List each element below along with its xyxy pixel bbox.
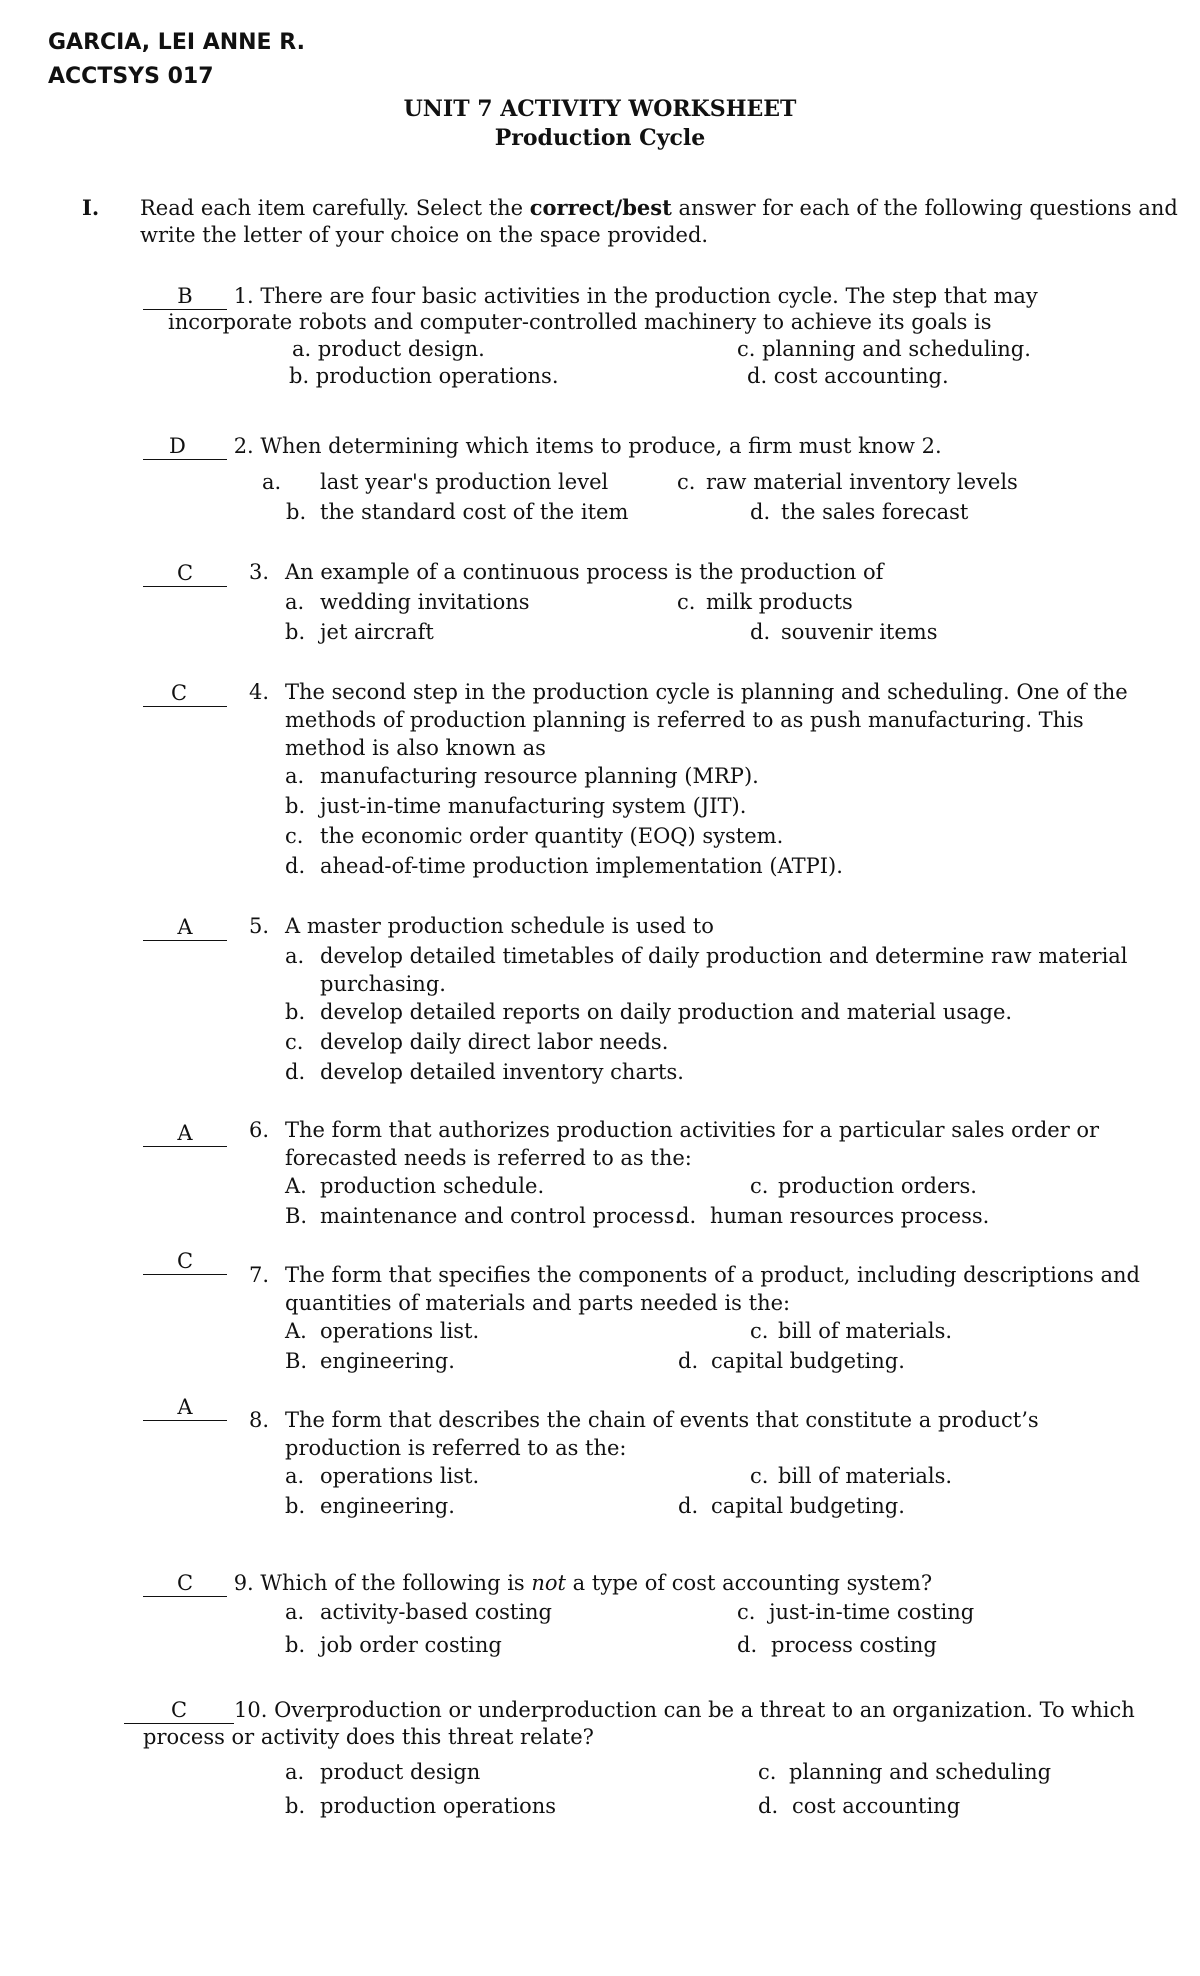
q7-choice-c: bill of materials. (778, 1319, 953, 1343)
q2-choice-a-label: a. (262, 470, 282, 494)
q6-choice-a: production schedule. (320, 1174, 545, 1198)
question-4-number: 4. (249, 680, 270, 704)
q4-choice-c-label: c. (285, 824, 304, 848)
q1-choice-d: d. cost accounting. (747, 364, 949, 388)
question-6 (143, 1120, 227, 1147)
q8-choice-c: bill of materials. (778, 1464, 953, 1488)
question-6-line-2: forecasted needs is referred to as the: (285, 1146, 692, 1170)
question-6-line-1: The form that authorizes production activities for a particular sales order or (285, 1118, 1100, 1142)
question-1: B 1. There are four basic activities in the production cycle. The step that may (143, 283, 1038, 310)
question-7-line-2: quantities of materials and parts needed is the: (285, 1291, 791, 1315)
q5-choice-b-label: b. (285, 1000, 306, 1024)
q2-choice-d: the sales forecast (781, 500, 969, 524)
q3-choice-d-label: d. (750, 620, 771, 644)
q10-choice-b: production operations (320, 1794, 557, 1818)
q6-choice-c-label: c. (750, 1174, 769, 1198)
q9-choice-c: just-in-time costing (769, 1600, 975, 1624)
q10-choice-d: cost accounting (792, 1794, 961, 1818)
q7-choice-d: capital budgeting. (711, 1349, 905, 1373)
question-8 (143, 1394, 227, 1421)
q6-choice-d-label: d. (676, 1204, 697, 1228)
q1-choice-b: b. production operations. (289, 364, 559, 388)
answer-blank[interactable]: C (143, 680, 227, 707)
q7-choice-b-label: B. (285, 1349, 308, 1373)
q6-choice-d: human resources process. (710, 1204, 990, 1228)
question-7-number: 7. (249, 1263, 270, 1287)
question-7-line-1: The form that specifies the components of a product, including descriptions and (285, 1263, 1140, 1287)
q3-choice-a-label: a. (285, 590, 305, 614)
question-10: C 10. Overproduction or underproduction can be a threat to an organization. To which (124, 1697, 1135, 1724)
worksheet-title: UNIT 7 ACTIVITY WORKSHEET (403, 96, 797, 122)
instructions-line-2: write the letter of your choice on the space provided. (140, 223, 709, 247)
q5-choice-c: develop daily direct labor needs. (320, 1030, 669, 1054)
q7-choice-a-label: A. (285, 1319, 307, 1343)
q10-choice-c-label: c. (758, 1760, 777, 1784)
q5-choice-a-label: a. (285, 944, 305, 968)
section-numeral: I. (82, 195, 100, 220)
question-4-line-2: methods of production planning is referred to as push manufacturing. This (285, 708, 1084, 732)
q2-choice-b-label: b. (286, 500, 307, 524)
q9-choice-b-label: b. (285, 1633, 306, 1657)
q7-choice-a: operations list. (320, 1319, 480, 1343)
q6-choice-c: production orders. (778, 1174, 977, 1198)
question-8-number: 8. (249, 1408, 270, 1432)
question-8-line-2: production is referred to as the: (285, 1436, 627, 1460)
answer-blank[interactable]: B (143, 283, 227, 310)
q7-choice-d-label: d. (678, 1349, 699, 1373)
q7-choice-b: engineering. (320, 1349, 455, 1373)
q8-choice-a-label: a. (285, 1464, 305, 1488)
question-4-line-3: method is also known as (285, 736, 546, 760)
question-4-line-1: The second step in the production cycle is planning and scheduling. One of the (285, 680, 1128, 704)
q4-choice-b: just-in-time manufacturing system (JIT). (320, 794, 747, 818)
q10-choice-c: planning and scheduling (789, 1760, 1052, 1784)
question-3 (143, 560, 227, 587)
q8-choice-c-label: c. (750, 1464, 769, 1488)
q2-choice-c-label: c. (677, 470, 696, 494)
q6-choice-b: maintenance and control process. (320, 1204, 682, 1228)
q5-choice-d: develop detailed inventory charts. (320, 1060, 684, 1084)
q4-choice-a-label: a. (285, 764, 305, 788)
answer-blank[interactable]: C (143, 560, 227, 587)
course-code: ACCTSYS 017 (48, 64, 214, 89)
q2-choice-c: raw material inventory levels (706, 470, 1018, 494)
question-5-text: A master production schedule is used to (285, 914, 714, 938)
question-1-line-2: incorporate robots and computer-controlled machinery to achieve its goals is (168, 310, 992, 334)
answer-blank[interactable]: A (143, 1120, 227, 1147)
q4-choice-c: the economic order quantity (EOQ) system. (320, 824, 784, 848)
q10-choice-d-label: d. (758, 1794, 779, 1818)
q5-choice-b: develop detailed reports on daily production and material usage. (320, 1000, 1013, 1024)
q10-choice-b-label: b. (285, 1794, 306, 1818)
question-3-number: 3. (249, 560, 270, 584)
q9-choice-d-label: d. (737, 1633, 758, 1657)
question-10-line-2: process or activity does this threat relate? (143, 1725, 594, 1749)
q8-choice-d: capital budgeting. (711, 1494, 905, 1518)
q3-choice-d: souvenir items (781, 620, 938, 644)
q3-choice-c: milk products (706, 590, 853, 614)
student-name: GARCIA, LEI ANNE R. (48, 30, 305, 55)
answer-blank[interactable]: D (143, 433, 227, 460)
question-5-number: 5. (249, 914, 270, 938)
question-9: C 9. Which of the following is not a type of cost accounting system? (143, 1570, 932, 1597)
q5-choice-a-cont: purchasing. (320, 972, 446, 996)
q1-choice-c: c. planning and scheduling. (737, 337, 1031, 361)
q8-choice-b-label: b. (285, 1494, 306, 1518)
q8-choice-b: engineering. (320, 1494, 455, 1518)
worksheet-subtitle: Production Cycle (494, 125, 706, 151)
question-2: D 2. When determining which items to produce, a firm must know 2. (143, 433, 942, 460)
question-7 (143, 1248, 227, 1275)
q3-choice-a: wedding invitations (320, 590, 530, 614)
instructions-line-1: Read each item carefully. Select the correct/best answer for each of the following questions and (140, 195, 1178, 220)
q9-choice-b: job order costing (320, 1633, 502, 1657)
q10-choice-a-label: a. (285, 1760, 305, 1784)
q4-choice-a: manufacturing resource planning (MRP). (320, 764, 759, 788)
q6-choice-a-label: A. (285, 1174, 307, 1198)
q5-choice-a: develop detailed timetables of daily production and determine raw material (320, 944, 1128, 968)
q9-choice-a: activity-based costing (320, 1600, 553, 1624)
q4-choice-b-label: b. (285, 794, 306, 818)
answer-blank[interactable]: C (143, 1570, 227, 1597)
q1-choice-a: a. product design. (292, 337, 485, 361)
answer-blank[interactable]: C (143, 1248, 227, 1275)
q9-choice-d: process costing (771, 1633, 937, 1657)
question-8-line-1: The form that describes the chain of events that constitute a product’s (285, 1408, 1039, 1432)
q2-choice-a: last year's production level (320, 470, 609, 494)
question-3-text: An example of a continuous process is the production of (285, 560, 884, 584)
answer-blank[interactable]: A (143, 914, 227, 941)
q8-choice-a: operations list. (320, 1464, 480, 1488)
q2-choice-d-label: d. (750, 500, 771, 524)
q8-choice-d-label: d. (678, 1494, 699, 1518)
question-5 (143, 914, 227, 941)
q2-choice-b: the standard cost of the item (320, 500, 629, 524)
q6-choice-b-label: B. (285, 1204, 308, 1228)
q3-choice-b: jet aircraft (320, 620, 434, 644)
q9-choice-a-label: a. (285, 1600, 305, 1624)
q5-choice-d-label: d. (285, 1060, 306, 1084)
q5-choice-c-label: c. (285, 1030, 304, 1054)
answer-blank[interactable]: C (124, 1697, 234, 1724)
q4-choice-d: ahead-of-time production implementation (ATPI). (320, 854, 843, 878)
q3-choice-c-label: c. (677, 590, 696, 614)
q10-choice-a: product design (320, 1760, 481, 1784)
q7-choice-c-label: c. (750, 1319, 769, 1343)
question-6-number: 6. (249, 1118, 270, 1142)
q3-choice-b-label: b. (285, 620, 306, 644)
q4-choice-d-label: d. (285, 854, 306, 878)
question-4 (143, 680, 227, 707)
answer-blank[interactable]: A (143, 1394, 227, 1421)
q9-choice-c-label: c. (737, 1600, 756, 1624)
